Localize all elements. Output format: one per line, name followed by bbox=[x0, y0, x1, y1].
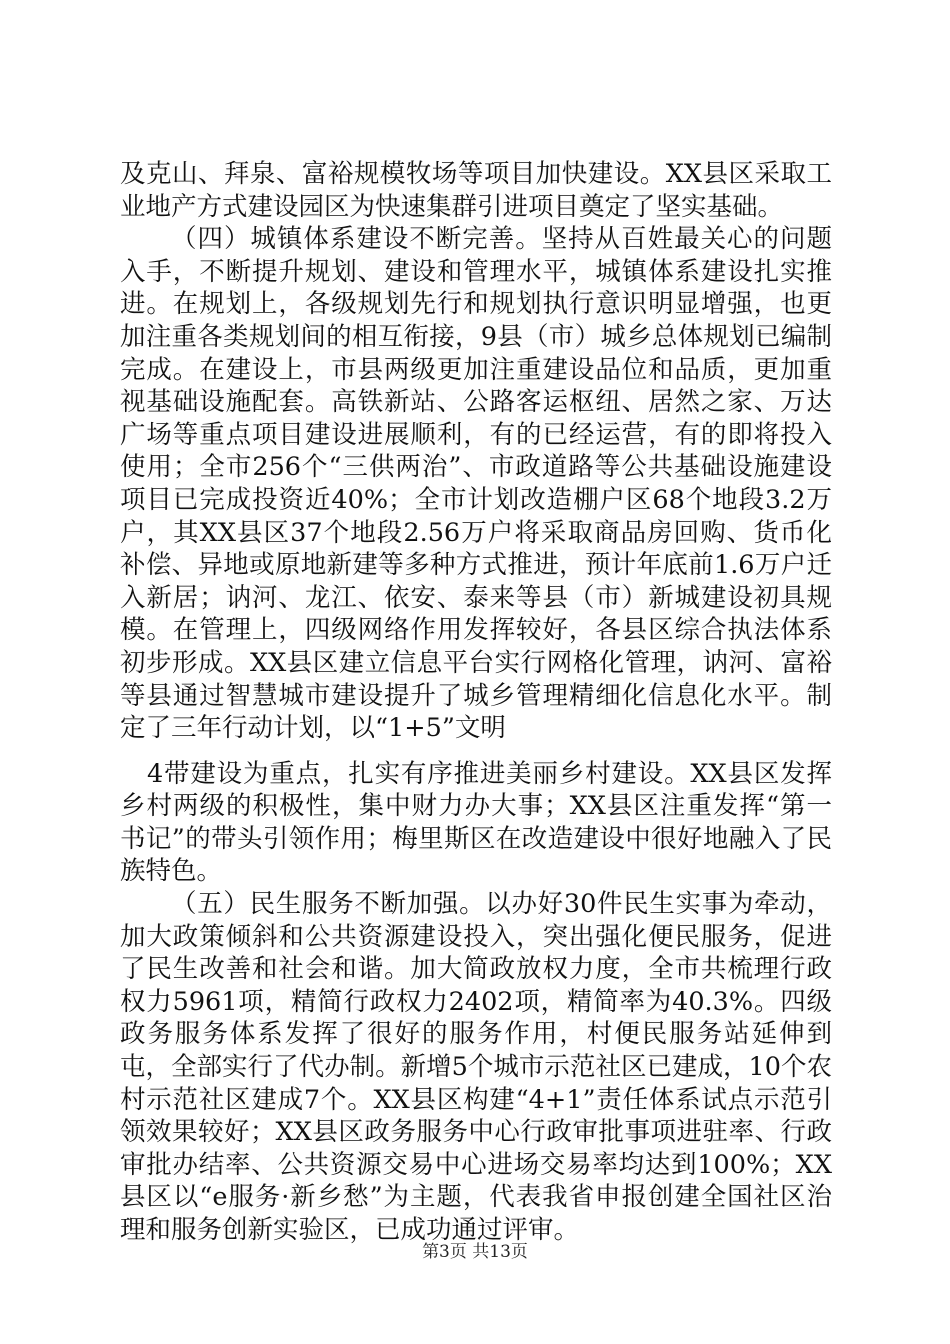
paragraph-continuation: 及克山、拜泉、富裕规模牧场等项目加快建设。XX县区采取工业地产方式建设园区为快速集群引进项目奠定了坚实基础。 bbox=[120, 159, 832, 222]
paragraph-urban-system: （四）城镇体系建设不断完善。坚持从百姓最关心的问题入手，不断提升规划、建设和管理水平，城镇体系建设扎实推进。在规划上，各级规划先行和规划执行意识明显增强，也更加注重各类规划间的相互衔接，9县（市）城乡总体规划已编制完成。在建设上，市县两级更加注重建设品位和品质，更加重视基础设施配套。高铁新站、公路客运枢纽、居然之家、万达广场等重点项目建设进展顺利，有的已经运营，有的即将投入使用；全市256个“三供两治”、市政道路等公共基础设施建设项目已完成投资近40%；全市计划改造棚户区68个地段3.2万户，其XX县区37个地段2.56万户将采取商品房回购、货币化补偿、异地或原地新建等多种方式推进，预计年底前1.6万户迁入新居；讷河、龙江、依安、泰来等县（市）新城建设初具规模。在管理上，四级网络作用发挥较好，各县区综合执法体系初步形成。XX县区建立信息平台实行网格化管理，讷河、富裕等县通过智慧城市建设提升了城乡管理精细化信息化水平。制定了三年行动计划，以“1+5”文明 bbox=[120, 224, 832, 744]
paragraph-rural-construction: 4带建设为重点，扎实有序推进美丽乡村建设。XX县区发挥乡村两级的积极性，集中财力办大事；XX县区注重发挥“第一书记”的带头引领作用；梅里斯区在改造建设中很好地融入了民族特色。 bbox=[120, 758, 832, 887]
document-body bbox=[120, 158, 832, 1247]
page-number-footer: 第3页 共13页 bbox=[422, 1242, 528, 1262]
paragraph-livelihood-services: （五）民生服务不断加强。以办好30件民生实事为牵动，加大政策倾斜和公共资源建设投入，突出强化便民服务，促进了民生改善和社会和谐。加大简政放权力度，全市共梳理行政权力5961项，精简行政权力2402项，精简率为40.3%。四级政务服务体系发挥了很好的服务作用，村便民服务站延伸到屯，全部实行了代办制。新增5个城市示范社区已建成，10个农村示范社区建成7个。XX县区构建“4+1”责任体系试点示范引领效果较好；XX县区政务服务中心行政审批事项进驻率、行政审批办结率、公共资源交易中心进场交易率均达到100%；XX县区以“e服务·新乡愁”为主题，代表我省申报创建全国社区治理和服务创新实验区，已成功通过评审。 bbox=[120, 889, 832, 1245]
